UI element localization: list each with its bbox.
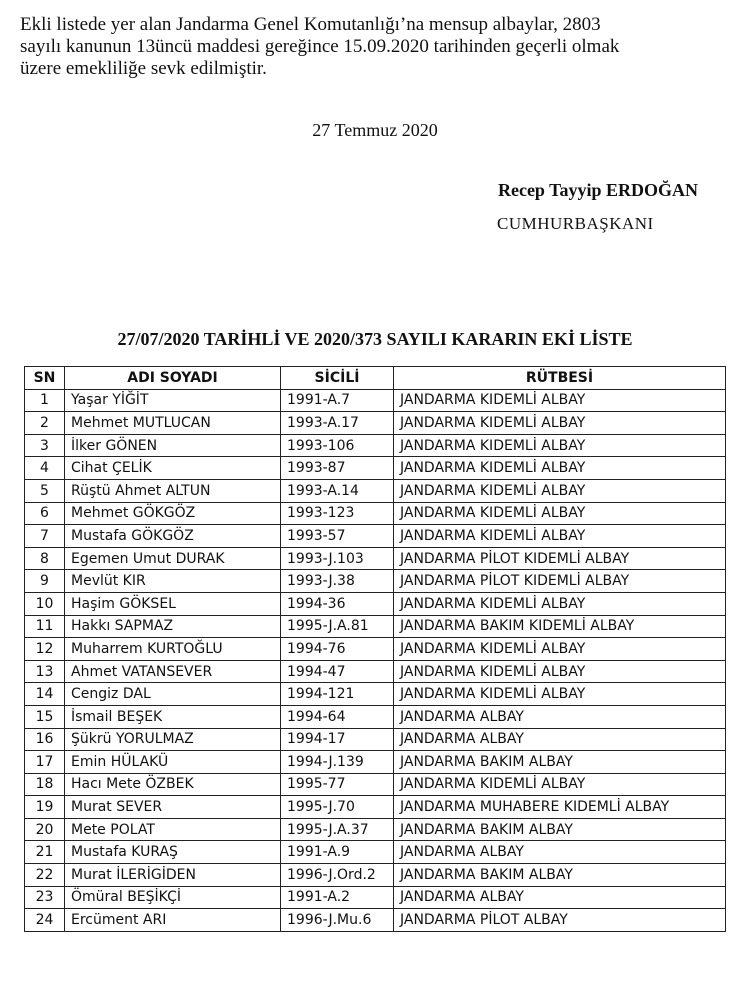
cell-sn: 8 [25, 547, 65, 570]
cell-name: Rüştü Ahmet ALTUN [65, 479, 281, 502]
cell-name: Hakkı SAPMAZ [65, 615, 281, 638]
cell-sn: 1 [25, 389, 65, 412]
table-row [25, 683, 726, 706]
cell-sn: 15 [25, 705, 65, 728]
intro-line: sayılı kanunun 13üncü maddesi gereğince 15.09.2020 tarihinden geçerli olmak [20, 36, 620, 57]
intro-line: Ekli listede yer alan Jandarma Genel Komutanlığı’na mensup albaylar, 2803 [20, 14, 601, 35]
cell-sn: 4 [25, 457, 65, 480]
cell-rank: JANDARMA KIDEMLİ ALBAY [394, 502, 726, 525]
cell-name: Ahmet VATANSEVER [65, 660, 281, 683]
cell-name: Ömüral BEŞİKÇİ [65, 886, 281, 909]
table-row [25, 886, 726, 909]
cell-registry: 1995-J.A.81 [281, 615, 394, 638]
cell-sn: 16 [25, 728, 65, 751]
cell-rank: JANDARMA KIDEMLİ ALBAY [394, 638, 726, 661]
cell-rank: JANDARMA KIDEMLİ ALBAY [394, 660, 726, 683]
cell-rank: JANDARMA KIDEMLİ ALBAY [394, 525, 726, 548]
cell-registry: 1995-77 [281, 773, 394, 796]
cell-name: Haşim GÖKSEL [65, 592, 281, 615]
cell-name: Yaşar YİĞİT [65, 389, 281, 412]
cell-name: Hacı Mete ÖZBEK [65, 773, 281, 796]
cell-rank: JANDARMA KIDEMLİ ALBAY [394, 457, 726, 480]
cell-registry: 1993-106 [281, 434, 394, 457]
table-row [25, 457, 726, 480]
cell-sn: 21 [25, 841, 65, 864]
cell-sn: 3 [25, 434, 65, 457]
cell-registry: 1991-A.9 [281, 841, 394, 864]
cell-name: Şükrü YORULMAZ [65, 728, 281, 751]
header-sn: SN [25, 367, 65, 390]
cell-registry: 1991-A.2 [281, 886, 394, 909]
retirement-list-table [24, 366, 726, 932]
table-row [25, 502, 726, 525]
cell-registry: 1993-57 [281, 525, 394, 548]
table-row [25, 638, 726, 661]
intro-line: üzere emekliliğe sevk edilmiştir. [20, 58, 267, 79]
table-row [25, 818, 726, 841]
cell-sn: 5 [25, 479, 65, 502]
cell-rank: JANDARMA MUHABERE KIDEMLİ ALBAY [394, 796, 726, 819]
signer-title: CUMHURBAŞKANI [497, 214, 654, 233]
cell-registry: 1995-J.70 [281, 796, 394, 819]
table-row [25, 841, 726, 864]
cell-sn: 10 [25, 592, 65, 615]
table-row [25, 412, 726, 435]
cell-rank: JANDARMA PİLOT ALBAY [394, 909, 726, 932]
list-title: 27/07/2020 TARİHLİ VE 2020/373 SAYILI KARARIN EKİ LİSTE [117, 329, 633, 349]
table-header-row [25, 367, 726, 390]
table-row [25, 615, 726, 638]
cell-registry: 1996-J.Mu.6 [281, 909, 394, 932]
table-row [25, 705, 726, 728]
cell-rank: JANDARMA KIDEMLİ ALBAY [394, 434, 726, 457]
cell-name: Cengiz DAL [65, 683, 281, 706]
cell-rank: JANDARMA KIDEMLİ ALBAY [394, 412, 726, 435]
table-row [25, 864, 726, 887]
cell-registry: 1994-76 [281, 638, 394, 661]
cell-registry: 1993-87 [281, 457, 394, 480]
cell-sn: 22 [25, 864, 65, 887]
table-row [25, 570, 726, 593]
table-row [25, 525, 726, 548]
cell-name: Muharrem KURTOĞLU [65, 638, 281, 661]
cell-name: Mete POLAT [65, 818, 281, 841]
cell-registry: 1994-J.139 [281, 751, 394, 774]
table-row [25, 796, 726, 819]
cell-sn: 11 [25, 615, 65, 638]
cell-name: Murat SEVER [65, 796, 281, 819]
cell-name: Mustafa KURAŞ [65, 841, 281, 864]
header-rank: RÜTBESİ [394, 367, 726, 390]
cell-rank: JANDARMA BAKIM ALBAY [394, 751, 726, 774]
cell-name: Mehmet MUTLUCAN [65, 412, 281, 435]
header-name: ADI SOYADI [65, 367, 281, 390]
table-row [25, 479, 726, 502]
cell-registry: 1993-J.38 [281, 570, 394, 593]
cell-sn: 24 [25, 909, 65, 932]
cell-registry: 1994-121 [281, 683, 394, 706]
cell-registry: 1993-A.17 [281, 412, 394, 435]
cell-registry: 1991-A.7 [281, 389, 394, 412]
table-row [25, 773, 726, 796]
table-row [25, 751, 726, 774]
table-row [25, 434, 726, 457]
cell-name: İlker GÖNEN [65, 434, 281, 457]
table-row [25, 547, 726, 570]
cell-sn: 12 [25, 638, 65, 661]
cell-registry: 1993-A.14 [281, 479, 394, 502]
cell-registry: 1993-123 [281, 502, 394, 525]
table-row [25, 389, 726, 412]
cell-sn: 2 [25, 412, 65, 435]
cell-name: İsmail BEŞEK [65, 705, 281, 728]
signer-name: Recep Tayyip ERDOĞAN [497, 180, 698, 200]
cell-rank: JANDARMA KIDEMLİ ALBAY [394, 592, 726, 615]
cell-name: Emin HÜLAKÜ [65, 751, 281, 774]
cell-rank: JANDARMA KIDEMLİ ALBAY [394, 389, 726, 412]
cell-rank: JANDARMA ALBAY [394, 728, 726, 751]
table-row [25, 592, 726, 615]
table-body [25, 389, 726, 931]
cell-registry: 1994-17 [281, 728, 394, 751]
cell-name: Murat İLERİGİDEN [65, 864, 281, 887]
cell-name: Mevlüt KIR [65, 570, 281, 593]
cell-sn: 23 [25, 886, 65, 909]
cell-rank: JANDARMA KIDEMLİ ALBAY [394, 479, 726, 502]
cell-registry: 1996-J.Ord.2 [281, 864, 394, 887]
cell-sn: 6 [25, 502, 65, 525]
cell-name: Egemen Umut DURAK [65, 547, 281, 570]
cell-sn: 17 [25, 751, 65, 774]
cell-name: Cihat ÇELİK [65, 457, 281, 480]
cell-rank: JANDARMA BAKIM ALBAY [394, 818, 726, 841]
cell-sn: 19 [25, 796, 65, 819]
cell-sn: 7 [25, 525, 65, 548]
cell-rank: JANDARMA BAKIM ALBAY [394, 864, 726, 887]
cell-name: Ercüment ARI [65, 909, 281, 932]
intro-paragraph [20, 14, 735, 80]
table-row [25, 728, 726, 751]
cell-registry: 1994-36 [281, 592, 394, 615]
cell-registry: 1993-J.103 [281, 547, 394, 570]
cell-rank: JANDARMA ALBAY [394, 705, 726, 728]
cell-sn: 14 [25, 683, 65, 706]
cell-rank: JANDARMA ALBAY [394, 841, 726, 864]
cell-sn: 9 [25, 570, 65, 593]
cell-sn: 20 [25, 818, 65, 841]
table-row [25, 909, 726, 932]
cell-rank: JANDARMA KIDEMLİ ALBAY [394, 683, 726, 706]
cell-sn: 18 [25, 773, 65, 796]
header-registry: SİCİLİ [281, 367, 394, 390]
cell-registry: 1994-64 [281, 705, 394, 728]
cell-rank: JANDARMA KIDEMLİ ALBAY [394, 773, 726, 796]
cell-name: Mehmet GÖKGÖZ [65, 502, 281, 525]
cell-rank: JANDARMA ALBAY [394, 886, 726, 909]
cell-sn: 13 [25, 660, 65, 683]
cell-rank: JANDARMA PİLOT KIDEMLİ ALBAY [394, 570, 726, 593]
cell-rank: JANDARMA PİLOT KIDEMLİ ALBAY [394, 547, 726, 570]
cell-rank: JANDARMA BAKIM KIDEMLİ ALBAY [394, 615, 726, 638]
decision-date: 27 Temmuz 2020 [312, 120, 438, 140]
table-row [25, 660, 726, 683]
cell-registry: 1994-47 [281, 660, 394, 683]
cell-name: Mustafa GÖKGÖZ [65, 525, 281, 548]
cell-registry: 1995-J.A.37 [281, 818, 394, 841]
